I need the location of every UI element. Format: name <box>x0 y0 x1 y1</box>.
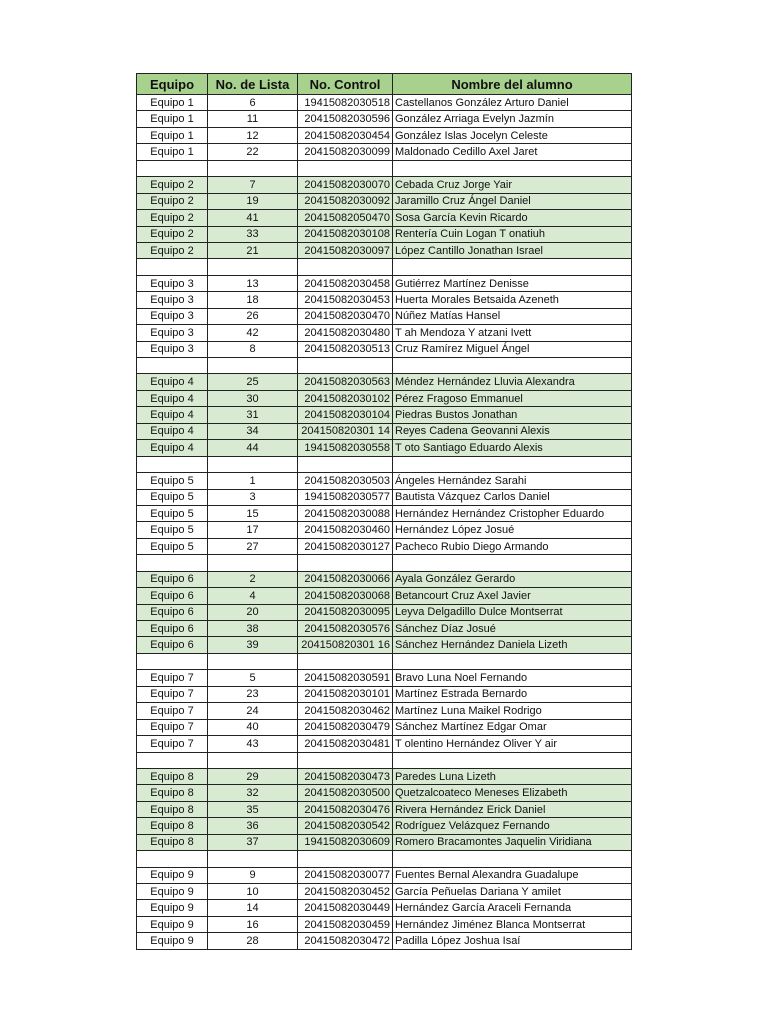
cell-no-lista: 36 <box>208 818 298 834</box>
table-row <box>137 703 632 719</box>
empty-cell <box>298 752 393 768</box>
empty-cell <box>137 160 208 176</box>
cell-no-control: 20415082030576 <box>298 621 393 637</box>
cell-nombre: García Peñuelas Dariana Y amilet <box>393 884 632 900</box>
cell-no-lista: 8 <box>208 341 298 357</box>
cell-no-control: 20415082030108 <box>298 226 393 242</box>
cell-no-lista: 17 <box>208 522 298 538</box>
cell-no-lista: 28 <box>208 933 298 949</box>
cell-equipo: Equipo 7 <box>137 670 208 686</box>
cell-no-lista: 34 <box>208 423 298 439</box>
spacer-row <box>137 653 632 669</box>
cell-equipo: Equipo 4 <box>137 423 208 439</box>
empty-cell <box>208 456 298 472</box>
empty-cell <box>208 555 298 571</box>
cell-no-control: 19415082030577 <box>298 489 393 505</box>
cell-no-lista: 44 <box>208 440 298 456</box>
cell-no-lista: 6 <box>208 95 298 111</box>
table-body <box>137 95 632 950</box>
table-row <box>137 374 632 390</box>
cell-no-control: 20415082030099 <box>298 144 393 160</box>
table-row <box>137 719 632 735</box>
cell-no-control: 20415082030127 <box>298 538 393 554</box>
table-row <box>137 440 632 456</box>
cell-no-lista: 29 <box>208 768 298 784</box>
cell-no-lista: 24 <box>208 703 298 719</box>
cell-nombre: Reyes Cadena Geovanni Alexis <box>393 423 632 439</box>
table-row <box>137 226 632 242</box>
cell-no-control: 20415082030077 <box>298 867 393 883</box>
cell-nombre: T ah Mendoza Y atzani Ivett <box>393 325 632 341</box>
table-row <box>137 127 632 143</box>
cell-equipo: Equipo 2 <box>137 226 208 242</box>
cell-nombre: Pacheco Rubio Diego Armando <box>393 538 632 554</box>
cell-equipo: Equipo 9 <box>137 884 208 900</box>
cell-equipo: Equipo 9 <box>137 867 208 883</box>
cell-equipo: Equipo 7 <box>137 703 208 719</box>
cell-equipo: Equipo 3 <box>137 308 208 324</box>
table-row <box>137 505 632 521</box>
cell-nombre: Padilla López Joshua Isaí <box>393 933 632 949</box>
empty-cell <box>208 358 298 374</box>
cell-nombre: T oto Santiago Eduardo Alexis <box>393 440 632 456</box>
cell-nombre: Rodríguez Velázquez Fernando <box>393 818 632 834</box>
cell-equipo: Equipo 6 <box>137 571 208 587</box>
header-no-control: No. Control <box>298 74 393 95</box>
table-row <box>137 407 632 423</box>
cell-no-lista: 38 <box>208 621 298 637</box>
cell-no-lista: 39 <box>208 637 298 653</box>
cell-no-lista: 20 <box>208 604 298 620</box>
cell-no-lista: 41 <box>208 210 298 226</box>
cell-equipo: Equipo 6 <box>137 637 208 653</box>
empty-cell <box>137 851 208 867</box>
cell-nombre: Leyva Delgadillo Dulce Montserrat <box>393 604 632 620</box>
cell-nombre: Rivera Hernández Erick Daniel <box>393 801 632 817</box>
table-row <box>137 686 632 702</box>
cell-no-lista: 1 <box>208 473 298 489</box>
empty-cell <box>298 259 393 275</box>
cell-no-lista: 16 <box>208 916 298 932</box>
empty-cell <box>298 851 393 867</box>
cell-equipo: Equipo 6 <box>137 588 208 604</box>
cell-no-lista: 2 <box>208 571 298 587</box>
table-row <box>137 736 632 752</box>
table-row <box>137 390 632 406</box>
cell-no-lista: 42 <box>208 325 298 341</box>
cell-nombre: Hernández Hernández Cristopher Eduardo <box>393 505 632 521</box>
empty-cell <box>298 555 393 571</box>
cell-no-lista: 26 <box>208 308 298 324</box>
table-row <box>137 571 632 587</box>
table-row <box>137 292 632 308</box>
cell-nombre: Cebada Cruz Jorge Yair <box>393 177 632 193</box>
empty-cell <box>208 259 298 275</box>
cell-equipo: Equipo 3 <box>137 325 208 341</box>
cell-nombre: Hernández López Josué <box>393 522 632 538</box>
cell-equipo: Equipo 8 <box>137 834 208 850</box>
empty-cell <box>208 160 298 176</box>
cell-equipo: Equipo 1 <box>137 111 208 127</box>
cell-equipo: Equipo 2 <box>137 177 208 193</box>
cell-nombre: Ayala González Gerardo <box>393 571 632 587</box>
empty-cell <box>137 259 208 275</box>
cell-nombre: Núñez Matías Hansel <box>393 308 632 324</box>
cell-equipo: Equipo 7 <box>137 736 208 752</box>
cell-no-lista: 23 <box>208 686 298 702</box>
cell-no-control: 20415082030097 <box>298 242 393 258</box>
cell-nombre: T olentino Hernández Oliver Y air <box>393 736 632 752</box>
cell-no-lista: 13 <box>208 275 298 291</box>
table-row <box>137 933 632 949</box>
cell-no-control: 20415082030542 <box>298 818 393 834</box>
cell-no-lista: 7 <box>208 177 298 193</box>
cell-equipo: Equipo 4 <box>137 440 208 456</box>
spacer-row <box>137 851 632 867</box>
cell-no-control: 20415082030500 <box>298 785 393 801</box>
cell-no-control: 20415082030476 <box>298 801 393 817</box>
cell-equipo: Equipo 4 <box>137 374 208 390</box>
cell-nombre: Bravo Luna Noel Fernando <box>393 670 632 686</box>
cell-nombre: Rentería Cuin Logan T onatiuh <box>393 226 632 242</box>
cell-nombre: Sánchez Martínez Edgar Omar <box>393 719 632 735</box>
empty-cell <box>298 456 393 472</box>
table-row <box>137 144 632 160</box>
cell-no-lista: 3 <box>208 489 298 505</box>
cell-no-lista: 22 <box>208 144 298 160</box>
table-row <box>137 489 632 505</box>
cell-no-lista: 14 <box>208 900 298 916</box>
cell-no-control: 20415082030513 <box>298 341 393 357</box>
cell-no-control: 20415082030452 <box>298 884 393 900</box>
cell-nombre: Martínez Estrada Bernardo <box>393 686 632 702</box>
cell-equipo: Equipo 6 <box>137 621 208 637</box>
cell-nombre: Cruz Ramírez Miguel Ángel <box>393 341 632 357</box>
header-no-lista: No. de Lista <box>208 74 298 95</box>
table-row <box>137 210 632 226</box>
cell-no-control: 204150820301 16 <box>298 637 393 653</box>
cell-equipo: Equipo 2 <box>137 210 208 226</box>
cell-no-control: 20415082030460 <box>298 522 393 538</box>
table-row <box>137 341 632 357</box>
table-row <box>137 867 632 883</box>
cell-no-control: 20415082030104 <box>298 407 393 423</box>
spacer-row <box>137 259 632 275</box>
cell-nombre: González Islas Jocelyn Celeste <box>393 127 632 143</box>
empty-cell <box>298 358 393 374</box>
cell-no-lista: 19 <box>208 193 298 209</box>
cell-no-lista: 35 <box>208 801 298 817</box>
cell-equipo: Equipo 4 <box>137 407 208 423</box>
table-row <box>137 522 632 538</box>
table-row <box>137 768 632 784</box>
cell-no-control: 20415082030591 <box>298 670 393 686</box>
empty-cell <box>208 752 298 768</box>
cell-equipo: Equipo 9 <box>137 933 208 949</box>
cell-equipo: Equipo 5 <box>137 522 208 538</box>
empty-cell <box>393 752 632 768</box>
cell-no-lista: 12 <box>208 127 298 143</box>
cell-no-control: 20415082030481 <box>298 736 393 752</box>
empty-cell <box>137 555 208 571</box>
cell-no-control: 20415082030454 <box>298 127 393 143</box>
cell-equipo: Equipo 3 <box>137 292 208 308</box>
cell-no-lista: 11 <box>208 111 298 127</box>
cell-nombre: González Arriaga Evelyn Jazmín <box>393 111 632 127</box>
empty-cell <box>208 851 298 867</box>
empty-cell <box>393 555 632 571</box>
cell-no-control: 20415082050470 <box>298 210 393 226</box>
cell-no-lista: 10 <box>208 884 298 900</box>
cell-no-lista: 21 <box>208 242 298 258</box>
cell-no-control: 20415082030473 <box>298 768 393 784</box>
cell-equipo: Equipo 8 <box>137 801 208 817</box>
cell-equipo: Equipo 5 <box>137 473 208 489</box>
cell-no-lista: 18 <box>208 292 298 308</box>
cell-equipo: Equipo 5 <box>137 489 208 505</box>
table-row <box>137 637 632 653</box>
cell-no-lista: 37 <box>208 834 298 850</box>
empty-cell <box>137 752 208 768</box>
empty-cell <box>298 653 393 669</box>
cell-no-control: 20415082030453 <box>298 292 393 308</box>
cell-no-lista: 15 <box>208 505 298 521</box>
cell-no-control: 204150820301 14 <box>298 423 393 439</box>
cell-no-lista: 43 <box>208 736 298 752</box>
cell-equipo: Equipo 2 <box>137 193 208 209</box>
cell-equipo: Equipo 7 <box>137 719 208 735</box>
cell-equipo: Equipo 1 <box>137 95 208 111</box>
cell-no-lista: 25 <box>208 374 298 390</box>
spacer-row <box>137 160 632 176</box>
cell-no-control: 20415082030101 <box>298 686 393 702</box>
table-row <box>137 275 632 291</box>
cell-no-control: 20415082030462 <box>298 703 393 719</box>
cell-no-control: 20415082030459 <box>298 916 393 932</box>
cell-nombre: Romero Bracamontes Jaquelin Viridiana <box>393 834 632 850</box>
spacer-row <box>137 456 632 472</box>
cell-no-lista: 27 <box>208 538 298 554</box>
header-equipo: Equipo <box>137 74 208 95</box>
cell-equipo: Equipo 6 <box>137 604 208 620</box>
table-row <box>137 785 632 801</box>
empty-cell <box>393 160 632 176</box>
cell-equipo: Equipo 8 <box>137 768 208 784</box>
cell-nombre: Pérez Fragoso Emmanuel <box>393 390 632 406</box>
cell-nombre: Martínez Luna Maikel Rodrigo <box>393 703 632 719</box>
cell-equipo: Equipo 1 <box>137 144 208 160</box>
cell-no-control: 19415082030518 <box>298 95 393 111</box>
cell-nombre: Maldonado Cedillo Axel Jaret <box>393 144 632 160</box>
cell-nombre: Ángeles Hernández Sarahi <box>393 473 632 489</box>
table-row <box>137 111 632 127</box>
cell-nombre: Sosa García Kevin Ricardo <box>393 210 632 226</box>
table-row <box>137 177 632 193</box>
cell-nombre: Castellanos González Arturo Daniel <box>393 95 632 111</box>
table-row <box>137 95 632 111</box>
cell-equipo: Equipo 7 <box>137 686 208 702</box>
header-row <box>137 74 632 95</box>
cell-nombre: Méndez Hernández Lluvia Alexandra <box>393 374 632 390</box>
cell-no-control: 20415082030102 <box>298 390 393 406</box>
student-team-table <box>136 73 632 950</box>
cell-nombre: Gutiérrez Martínez Denisse <box>393 275 632 291</box>
cell-equipo: Equipo 8 <box>137 785 208 801</box>
cell-no-control: 20415082030480 <box>298 325 393 341</box>
cell-equipo: Equipo 1 <box>137 127 208 143</box>
cell-nombre: Piedras Bustos Jonathan <box>393 407 632 423</box>
cell-equipo: Equipo 5 <box>137 538 208 554</box>
table-row <box>137 308 632 324</box>
empty-cell <box>137 358 208 374</box>
cell-equipo: Equipo 2 <box>137 242 208 258</box>
empty-cell <box>208 653 298 669</box>
cell-nombre: Jaramillo Cruz Ángel Daniel <box>393 193 632 209</box>
cell-no-control: 20415082030070 <box>298 177 393 193</box>
cell-no-control: 20415082030088 <box>298 505 393 521</box>
table-row <box>137 900 632 916</box>
cell-nombre: Fuentes Bernal Alexandra Guadalupe <box>393 867 632 883</box>
table-row <box>137 423 632 439</box>
cell-no-lista: 30 <box>208 390 298 406</box>
header-nombre: Nombre del alumno <box>393 74 632 95</box>
cell-no-control: 19415082030609 <box>298 834 393 850</box>
table-row <box>137 884 632 900</box>
cell-nombre: Sánchez Díaz Josué <box>393 621 632 637</box>
cell-nombre: Sánchez Hernández Daniela Lizeth <box>393 637 632 653</box>
cell-no-lista: 40 <box>208 719 298 735</box>
table-row <box>137 818 632 834</box>
cell-no-lista: 31 <box>208 407 298 423</box>
cell-no-control: 20415082030458 <box>298 275 393 291</box>
cell-equipo: Equipo 3 <box>137 341 208 357</box>
cell-nombre: Bautista Vázquez Carlos Daniel <box>393 489 632 505</box>
cell-nombre: Paredes Luna Lizeth <box>393 768 632 784</box>
cell-nombre: Huerta Morales Betsaida Azeneth <box>393 292 632 308</box>
cell-no-control: 20415082030068 <box>298 588 393 604</box>
spacer-row <box>137 752 632 768</box>
table-row <box>137 801 632 817</box>
table-row <box>137 242 632 258</box>
cell-no-lista: 33 <box>208 226 298 242</box>
cell-no-control: 20415082030596 <box>298 111 393 127</box>
cell-equipo: Equipo 5 <box>137 505 208 521</box>
cell-no-control: 20415082030479 <box>298 719 393 735</box>
empty-cell <box>393 358 632 374</box>
cell-no-control: 20415082030095 <box>298 604 393 620</box>
cell-no-lista: 9 <box>208 867 298 883</box>
cell-equipo: Equipo 9 <box>137 916 208 932</box>
empty-cell <box>137 653 208 669</box>
cell-equipo: Equipo 3 <box>137 275 208 291</box>
cell-no-lista: 5 <box>208 670 298 686</box>
cell-no-lista: 32 <box>208 785 298 801</box>
table-row <box>137 473 632 489</box>
cell-no-control: 20415082030503 <box>298 473 393 489</box>
cell-no-control: 20415082030449 <box>298 900 393 916</box>
cell-no-control: 20415082030066 <box>298 571 393 587</box>
table-row <box>137 834 632 850</box>
cell-nombre: Hernández García Araceli Fernanda <box>393 900 632 916</box>
empty-cell <box>393 653 632 669</box>
table-row <box>137 588 632 604</box>
cell-nombre: López Cantillo Jonathan Israel <box>393 242 632 258</box>
table-row <box>137 604 632 620</box>
table-row <box>137 325 632 341</box>
empty-cell <box>298 160 393 176</box>
table-row <box>137 621 632 637</box>
cell-no-control: 20415082030470 <box>298 308 393 324</box>
spacer-row <box>137 358 632 374</box>
cell-no-control: 20415082030563 <box>298 374 393 390</box>
empty-cell <box>393 456 632 472</box>
cell-no-lista: 4 <box>208 588 298 604</box>
empty-cell <box>137 456 208 472</box>
cell-no-control: 20415082030092 <box>298 193 393 209</box>
cell-no-control: 19415082030558 <box>298 440 393 456</box>
spacer-row <box>137 555 632 571</box>
cell-no-control: 20415082030472 <box>298 933 393 949</box>
empty-cell <box>393 851 632 867</box>
empty-cell <box>393 259 632 275</box>
table-row <box>137 538 632 554</box>
cell-nombre: Hernández Jiménez Blanca Montserrat <box>393 916 632 932</box>
cell-nombre: Betancourt Cruz Axel Javier <box>393 588 632 604</box>
cell-nombre: Quetzalcoateco Meneses Elizabeth <box>393 785 632 801</box>
table-row <box>137 916 632 932</box>
cell-equipo: Equipo 9 <box>137 900 208 916</box>
table-row <box>137 193 632 209</box>
cell-equipo: Equipo 8 <box>137 818 208 834</box>
cell-equipo: Equipo 4 <box>137 390 208 406</box>
table-row <box>137 670 632 686</box>
